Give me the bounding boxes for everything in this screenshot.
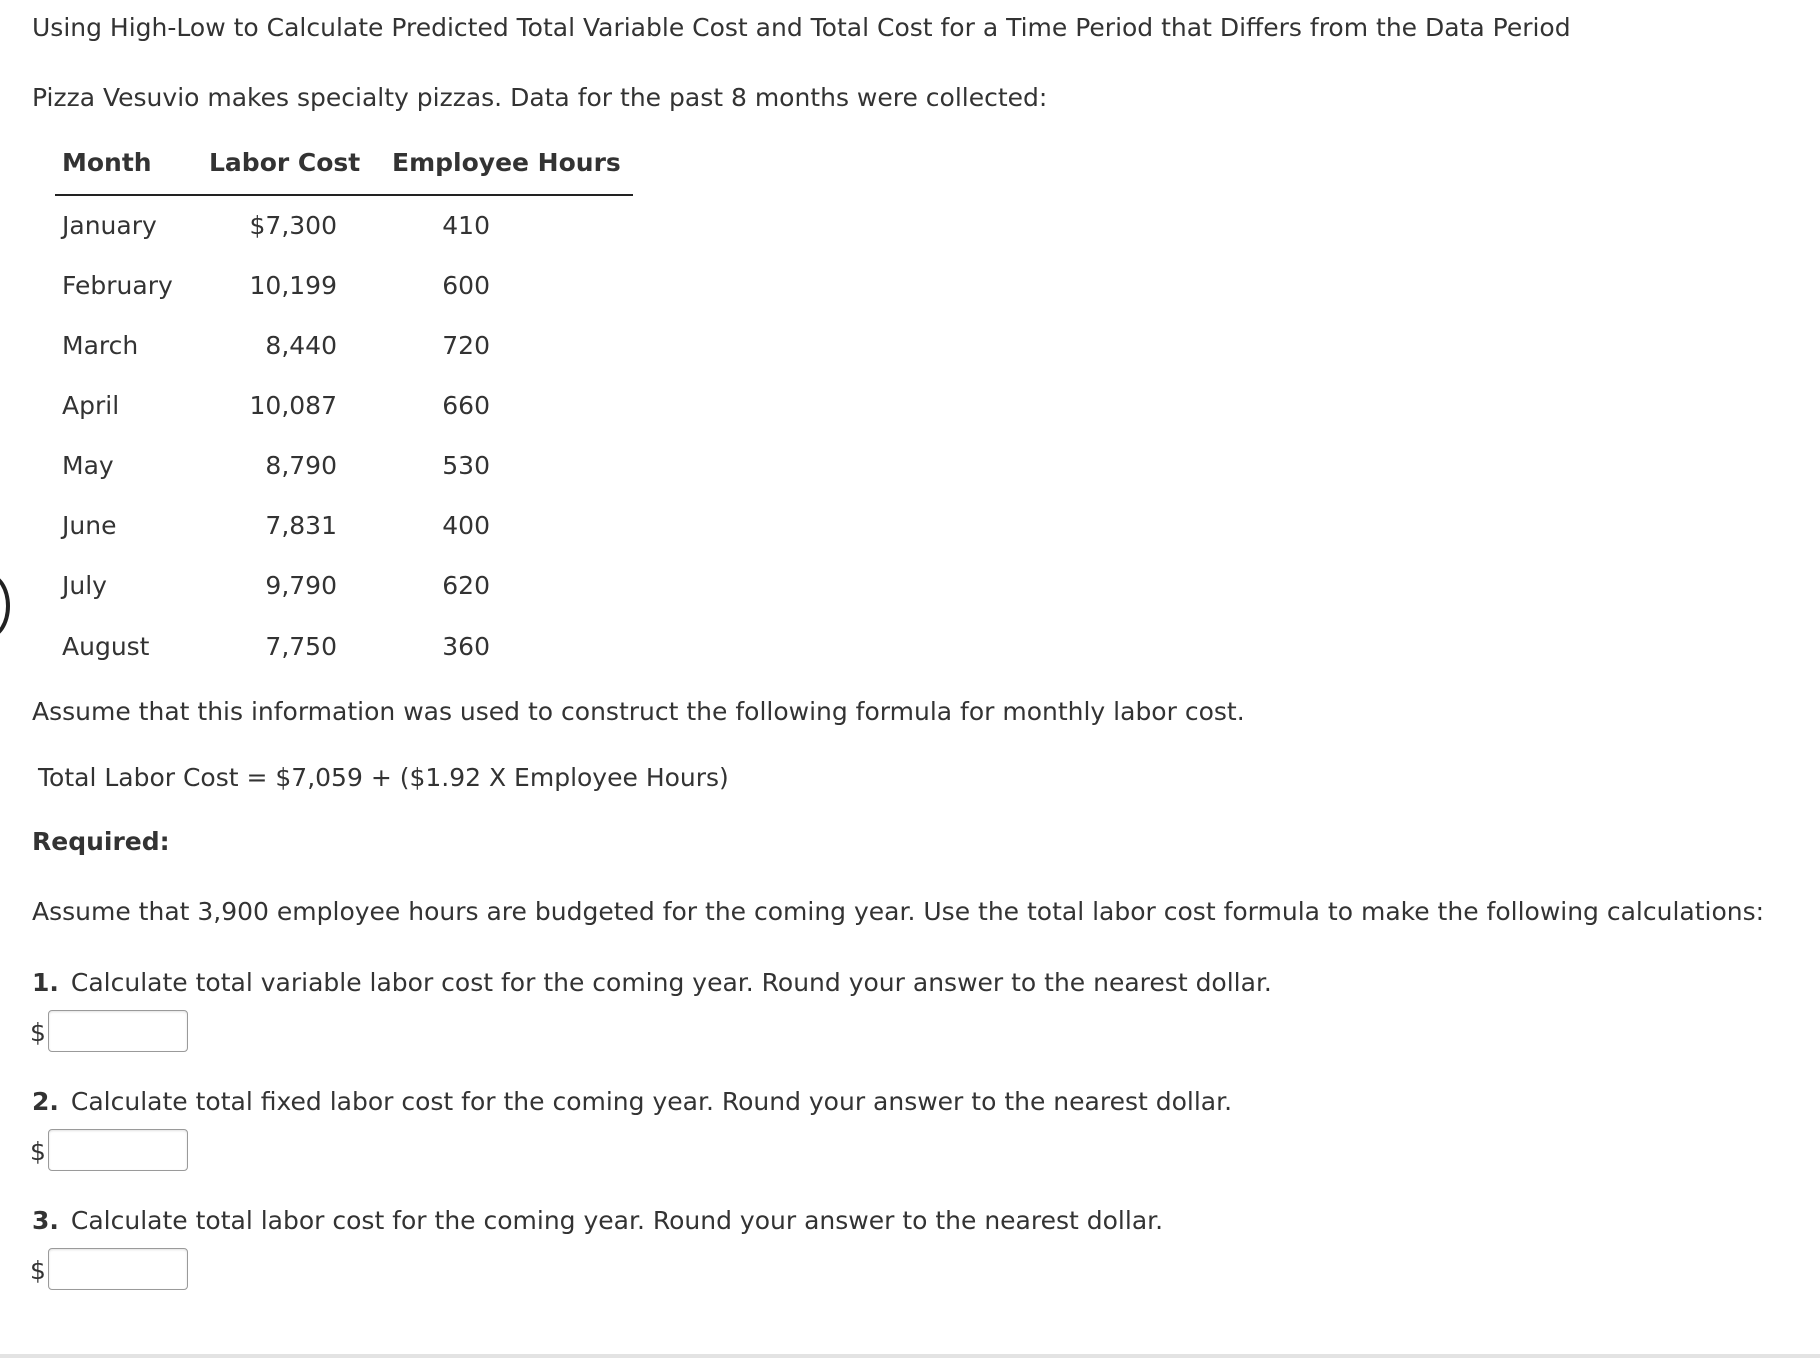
question-prompt: Calculate total variable labor cost for the coming year. Round your answer to the nearest dollar. [70, 968, 1272, 997]
question-text [32, 1206, 1163, 1235]
currency-symbol: $ [30, 1018, 46, 1047]
labor-cost-cell: 8,790 [265, 451, 337, 480]
labor-cost-cell: 8,440 [265, 331, 337, 360]
question-number: 2. [32, 1087, 59, 1116]
employee-hours-cell: 620 [442, 571, 490, 600]
question-text [32, 1087, 1232, 1116]
month-cell: August [62, 632, 150, 661]
labor-cost-formula: Total Labor Cost = $7,059 + ($1.92 X Employee Hours) [38, 763, 729, 792]
labor-cost-cell: 9,790 [265, 571, 337, 600]
column-header-month: Month [62, 148, 152, 177]
month-cell: April [62, 391, 120, 420]
bottom-scroll-edge [0, 1354, 1820, 1358]
page-title: Using High-Low to Calculate Predicted Total Variable Cost and Total Cost for a Time Period that Differs from the Data Period [32, 13, 1571, 42]
question-number: 1. [32, 968, 59, 997]
labor-cost-cell: 10,199 [249, 271, 337, 300]
fixed-labor-cost-input[interactable] [48, 1129, 188, 1171]
budget-instructions: Assume that 3,900 employee hours are budgeted for the coming year. Use the total labor cost formula to make the following calculations: [32, 897, 1765, 926]
variable-labor-cost-input[interactable] [48, 1010, 188, 1052]
employee-hours-cell: 530 [442, 451, 490, 480]
question-number: 3. [32, 1206, 59, 1235]
required-heading: Required: [32, 827, 170, 856]
employee-hours-cell: 400 [442, 511, 490, 540]
month-cell: June [62, 511, 117, 540]
employee-hours-cell: 720 [442, 331, 490, 360]
table-row [0, 451, 700, 491]
month-cell: March [62, 331, 139, 360]
table-row [0, 271, 700, 311]
currency-symbol: $ [30, 1137, 46, 1166]
table-row [0, 331, 700, 371]
question-prompt: Calculate total fixed labor cost for the coming year. Round your answer to the nearest dollar. [70, 1087, 1233, 1116]
employee-hours-cell: 360 [442, 632, 490, 661]
column-header-employee-hours: Employee Hours [392, 148, 621, 177]
column-header-labor-cost: Labor Cost [209, 148, 361, 177]
employee-hours-cell: 600 [442, 271, 490, 300]
employee-hours-cell: 410 [442, 211, 490, 240]
table-row [0, 632, 700, 672]
total-labor-cost-input[interactable] [48, 1248, 188, 1290]
employee-hours-cell: 660 [442, 391, 490, 420]
month-cell: February [62, 271, 173, 300]
month-cell: January [62, 211, 157, 240]
table-row [0, 571, 700, 611]
currency-symbol: $ [30, 1256, 46, 1285]
table-row [0, 511, 700, 551]
labor-cost-cell: 7,750 [265, 632, 337, 661]
table-row [0, 391, 700, 431]
question-text [32, 968, 1272, 997]
labor-cost-cell: 10,087 [249, 391, 337, 420]
labor-cost-cell: $7,300 [249, 211, 337, 240]
header-divider [55, 194, 633, 196]
labor-cost-cell: 7,831 [265, 511, 337, 540]
assumption-text: Assume that this information was used to construct the following formula for monthly labor cost. [32, 697, 1245, 726]
table-row [0, 211, 700, 251]
question-prompt: Calculate total labor cost for the coming year. Round your answer to the nearest dollar. [70, 1206, 1164, 1235]
month-cell: July [62, 571, 107, 600]
month-cell: May [62, 451, 114, 480]
intro-text: Pizza Vesuvio makes specialty pizzas. Data for the past 8 months were collected: [32, 83, 1048, 112]
